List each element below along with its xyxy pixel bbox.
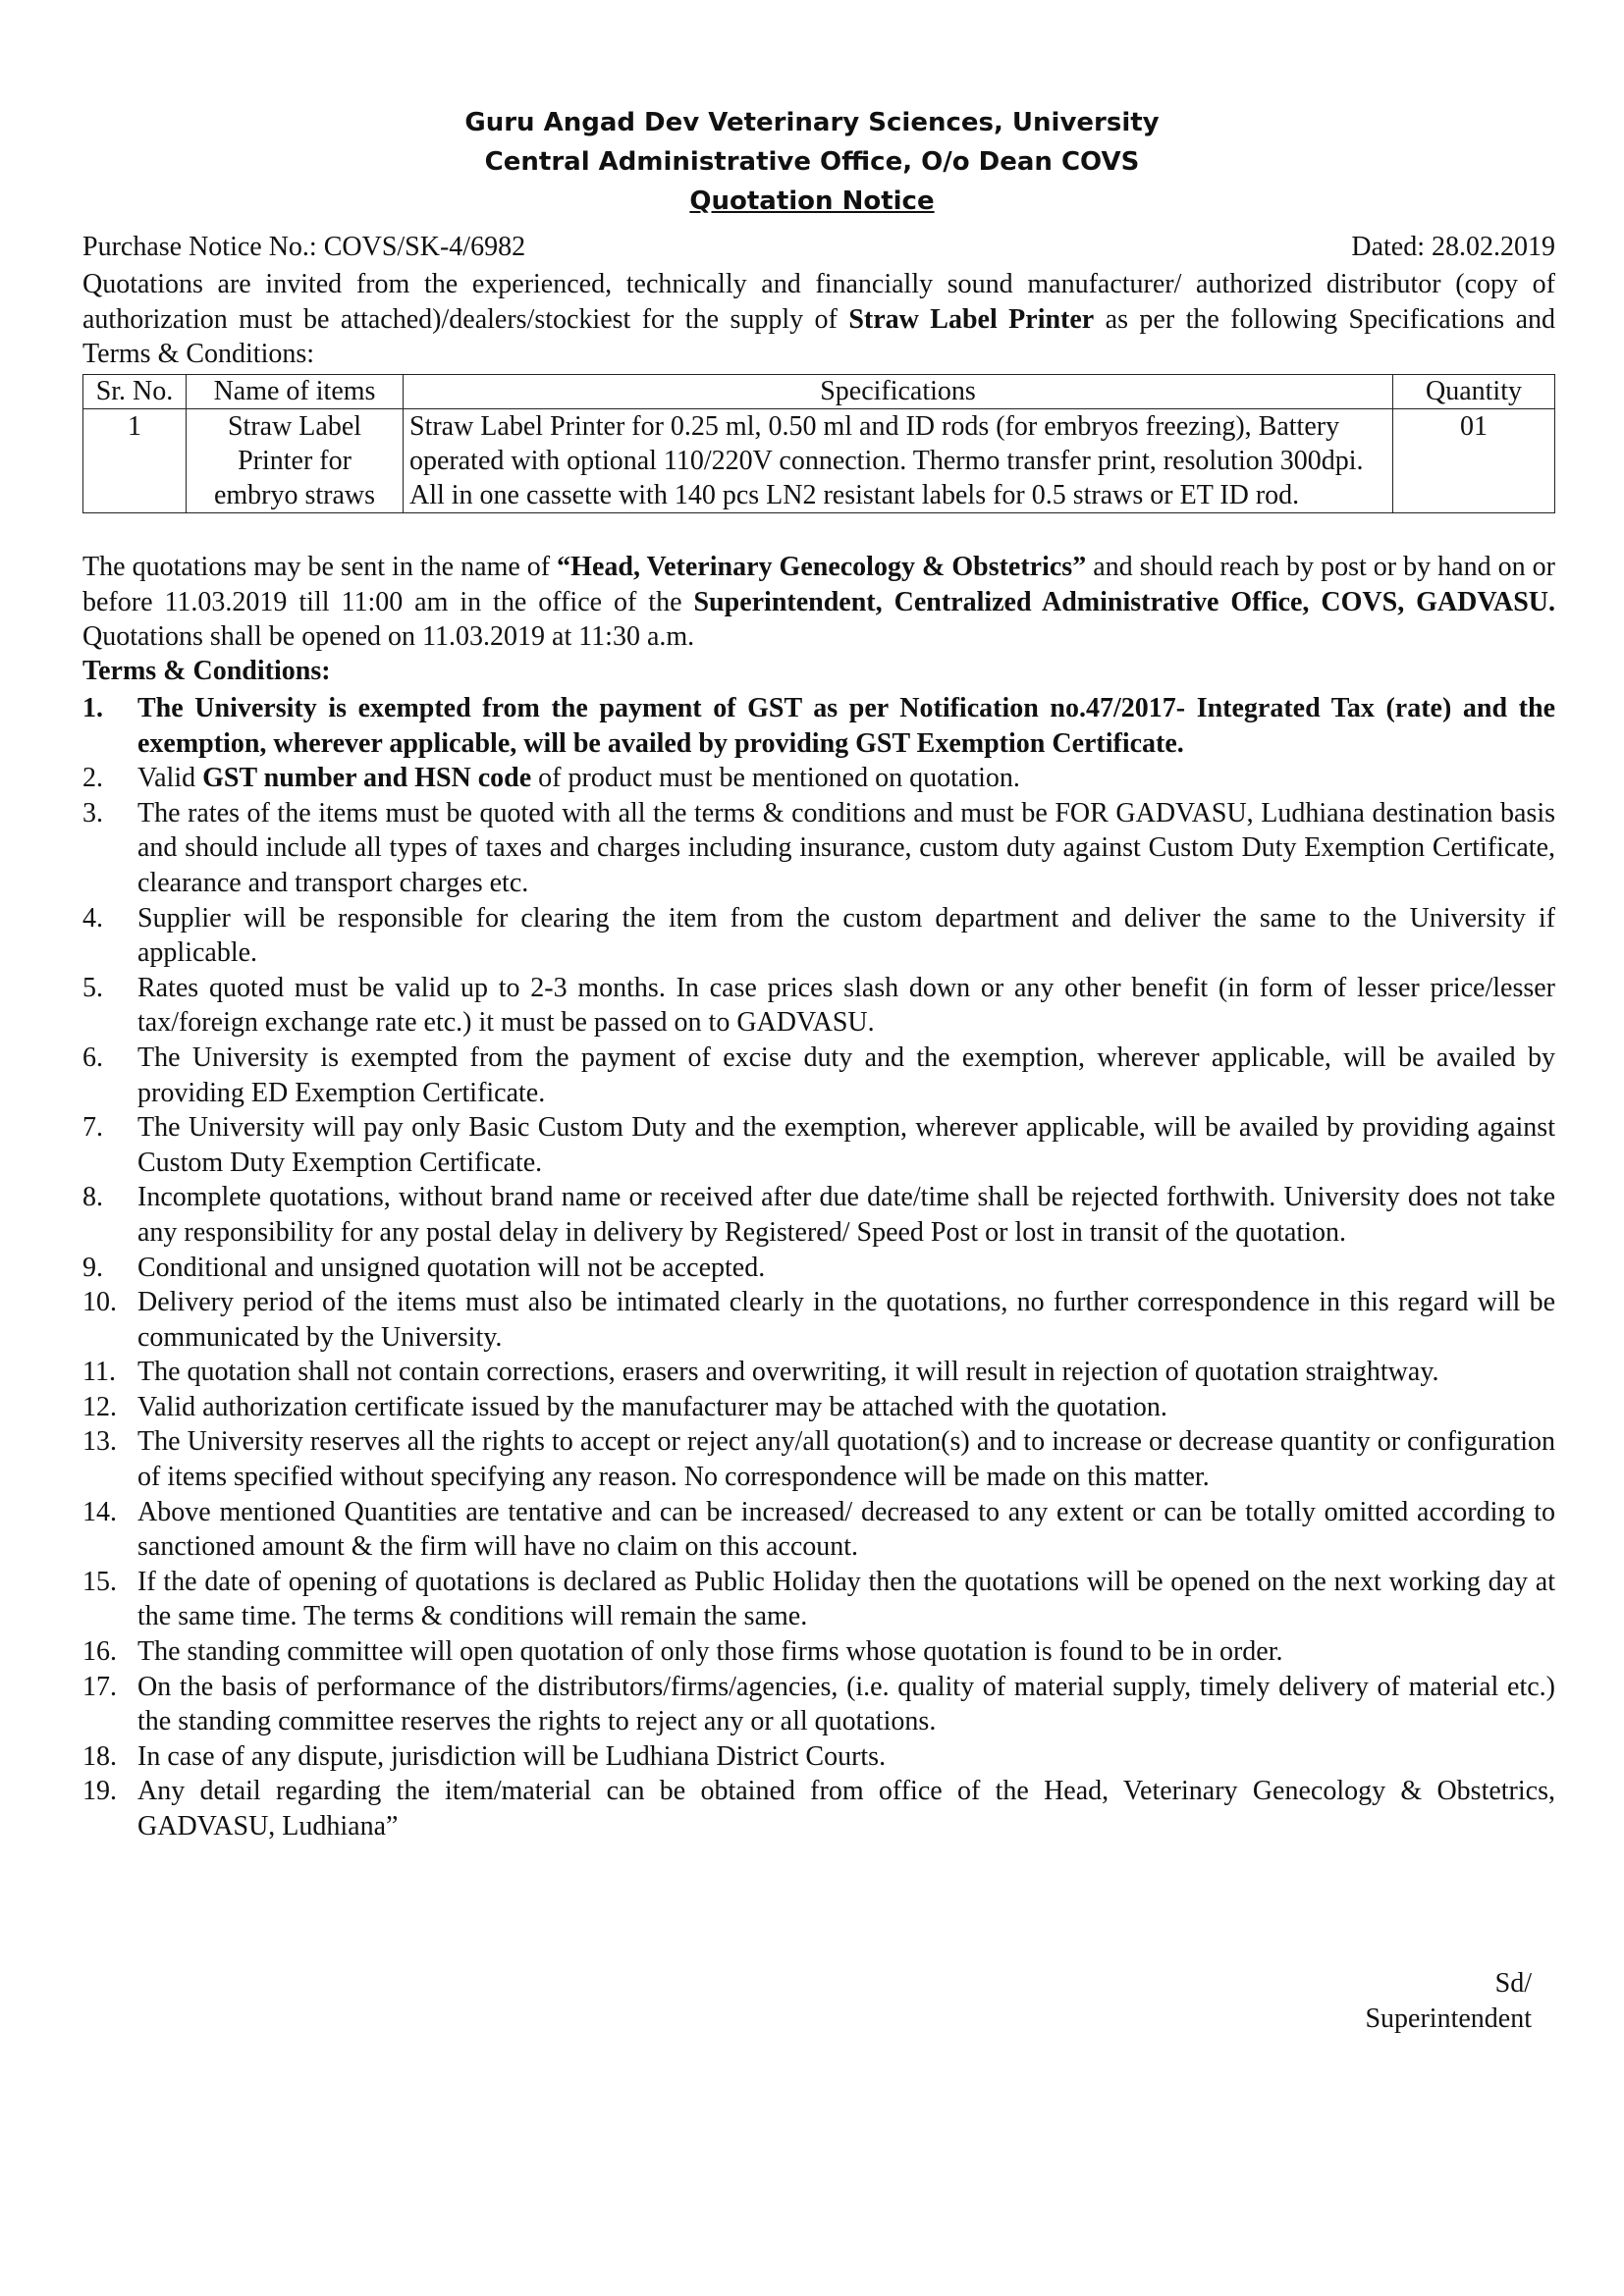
items-table <box>82 374 1555 513</box>
list-item <box>82 1495 1555 1565</box>
list-item <box>82 761 1555 796</box>
list-item <box>82 1390 1555 1425</box>
intro-text-1: Quotations are invited from the experienced, technically and financially sound manufacturer/ authorized distributor (copy of authorization must be attached)/dealers/stockiest for the supply of <box>82 269 1555 335</box>
term-text: The University is exempted from the payment of GST as per Notification no.47/2017- Integrated Tax (rate) and the exemption, wherever applicable, will be availed by providing GST Exemption Certificate. <box>137 693 1555 759</box>
office-name: Central Administrative Office, O/o Dean COVS <box>484 147 1140 177</box>
term-number: 19. <box>82 1776 117 1807</box>
list-item <box>82 901 1555 971</box>
term-text: The University will pay only Basic Custom Duty and the exemption, wherever applicable, will be availed by providing against Custom Duty Exemption Certificate. <box>137 1112 1555 1178</box>
intro-paragraph <box>82 267 1555 372</box>
table-row <box>83 409 1555 513</box>
list-item <box>82 1670 1555 1739</box>
term-text: Above mentioned Quantities are tentative and can be increased/ decreased to any extent or can be totally omitted according to sanctioned amount & the firm will have no claim on this account. <box>137 1496 1555 1563</box>
term-text: The University is exempted from the payment of excise duty and the exemption, wherever applicable, will be availed by providing ED Exemption Certificate. <box>137 1041 1555 1108</box>
list-item <box>82 971 1555 1041</box>
header-specifications: Specifications <box>404 375 1393 409</box>
term-text: Any detail regarding the item/material can be obtained from office of the Head, Veterinary Genecology & Obstetrics, GADVASU, Ludhiana” <box>137 1776 1555 1842</box>
term-number: 7. <box>82 1112 103 1144</box>
notice-title: Quotation Notice <box>689 187 935 216</box>
submission-text-3: Quotations shall be opened on 11.03.2019 at 11:30 a.m. <box>82 621 695 653</box>
list-item <box>82 691 1555 761</box>
term-text: The quotation shall not contain corrections, erasers and overwriting, it will result in rejection of quotation straightway. <box>137 1357 1439 1388</box>
term-number: 9. <box>82 1252 103 1283</box>
list-item <box>82 1251 1555 1286</box>
term-text: Rates quoted must be valid up to 2-3 months. In case prices slash down or any other benefit (in form of lesser price/lesser tax/foreign exchange rate etc.) it must be passed on to GADVASU. <box>137 972 1555 1039</box>
term-text: If the date of opening of quotations is declared as Public Holiday then the quotations will be opened on the next working day at the same time. The terms & conditions will remain the same. <box>137 1566 1555 1632</box>
list-item <box>82 1565 1555 1634</box>
term-number: 8. <box>82 1182 103 1213</box>
list-item <box>82 1355 1555 1390</box>
term-number: 11. <box>82 1357 116 1388</box>
terms-heading: Terms & Conditions: <box>82 656 331 686</box>
term-number: 3. <box>82 797 103 828</box>
submission-paragraph <box>82 550 1555 655</box>
term-number: 2. <box>82 763 103 794</box>
list-item <box>82 796 1555 901</box>
term-text: The standing committee will open quotation of only those firms whose quotation is found to be in order. <box>137 1636 1283 1668</box>
term-text-bold: GST number and HSN code <box>202 763 532 794</box>
list-item <box>82 1739 1555 1775</box>
list-item <box>82 1285 1555 1355</box>
header-name-of-items: Name of items <box>187 375 404 409</box>
signature-sd: Sd/ <box>1494 1968 1532 1999</box>
signature-designation: Superintendent <box>1365 2003 1532 2034</box>
term-text: On the basis of performance of the distributors/firms/agencies, (i.e. quality of material supply, timely delivery of material etc.) the standing committee reserves the rights to reject any or all quotations. <box>137 1671 1555 1737</box>
list-item <box>82 1774 1555 1843</box>
term-text-pre: Valid <box>137 763 203 794</box>
cell-quantity: 01 <box>1393 409 1555 513</box>
reference-line <box>82 232 1555 263</box>
term-text: The rates of the items must be quoted with all the terms & conditions and must be FOR GADVASU, Ludhiana destination basis and should include all types of taxes and charges including insurance, custom duty against Custom Duty Exemption Certificate, clearance and transport charges etc. <box>137 797 1555 898</box>
header-sr-no: Sr. No. <box>83 375 187 409</box>
term-number: 12. <box>82 1391 117 1422</box>
term-number: 5. <box>82 972 103 1003</box>
submission-text-2: and should reach by post or by hand on or before 11.03.2019 till 11:00 am in the office of the <box>82 552 1556 617</box>
term-number: 10. <box>82 1287 117 1318</box>
notice-date: Dated: 28.02.2019 <box>1351 232 1555 262</box>
term-number: 13. <box>82 1426 117 1458</box>
list-item <box>82 1110 1555 1180</box>
intro-text-2: as per the following Specifications and Terms & Conditions: <box>82 303 1556 370</box>
term-number: 6. <box>82 1041 103 1073</box>
term-number: 4. <box>82 902 103 934</box>
submission-office: Superintendent, Centralized Administrative Office, COVS, GADVASU. <box>693 586 1555 617</box>
university-name: Guru Angad Dev Veterinary Sciences, University <box>464 108 1160 137</box>
list-item <box>82 1041 1555 1110</box>
term-text: Valid authorization certificate issued by the manufacturer may be attached with the quotation. <box>137 1391 1167 1422</box>
term-number: 18. <box>82 1740 117 1772</box>
term-number: 17. <box>82 1671 117 1702</box>
terms-list <box>82 691 1555 1844</box>
purchase-notice-number: Purchase Notice No.: COVS/SK-4/6982 <box>82 232 526 262</box>
list-item <box>82 1180 1555 1250</box>
term-number: 15. <box>82 1566 117 1597</box>
term-text: Conditional and unsigned quotation will not be accepted. <box>137 1252 766 1283</box>
cell-item-name: Straw Label Printer for embryo straws <box>187 409 404 513</box>
list-item <box>82 1634 1555 1670</box>
term-number: 1. <box>82 693 103 723</box>
intro-item-name: Straw Label Printer <box>848 303 1095 335</box>
term-text: The University reserves all the rights to accept or reject any/all quotation(s) and to increase or decrease quantity or configuration of items specified without specifying any reason. No correspondence will be made on this matter. <box>137 1426 1555 1493</box>
term-text: Delivery period of the items must also be intimated clearly in the quotations, no further correspondence in this regard will be communicated by the University. <box>137 1287 1555 1353</box>
table-header-row <box>83 375 1555 409</box>
term-number: 16. <box>82 1636 117 1668</box>
header-quantity: Quantity <box>1393 375 1555 409</box>
submission-addressee: “Head, Veterinary Genecology & Obstetrics” <box>557 552 1087 582</box>
cell-specification: Straw Label Printer for 0.25 ml, 0.50 ml and ID rods (for embryos freezing), Battery operated with optional 110/220V connection. Thermo transfer print, resolution 300dpi. All in one cassette with 140 pcs LN2 resistant labels for 0.5 straws or ET ID rod. <box>404 409 1393 513</box>
cell-sr-no: 1 <box>83 409 187 513</box>
list-item <box>82 1424 1555 1494</box>
submission-text-1: The quotations may be sent in the name of <box>82 552 558 582</box>
term-text: Incomplete quotations, without brand name or received after due date/time shall be rejected forthwith. University does not take any responsibility for any postal delay in delivery by Registered/ Speed Post or lost in transit of the quotation. <box>137 1182 1555 1248</box>
term-text-post: of product must be mentioned on quotation. <box>531 763 1020 794</box>
term-text: Supplier will be responsible for clearing the item from the custom department and deliver the same to the University if applicable. <box>137 902 1555 969</box>
term-number: 14. <box>82 1496 117 1527</box>
term-text: In case of any dispute, jurisdiction will be Ludhiana District Courts. <box>137 1740 887 1772</box>
